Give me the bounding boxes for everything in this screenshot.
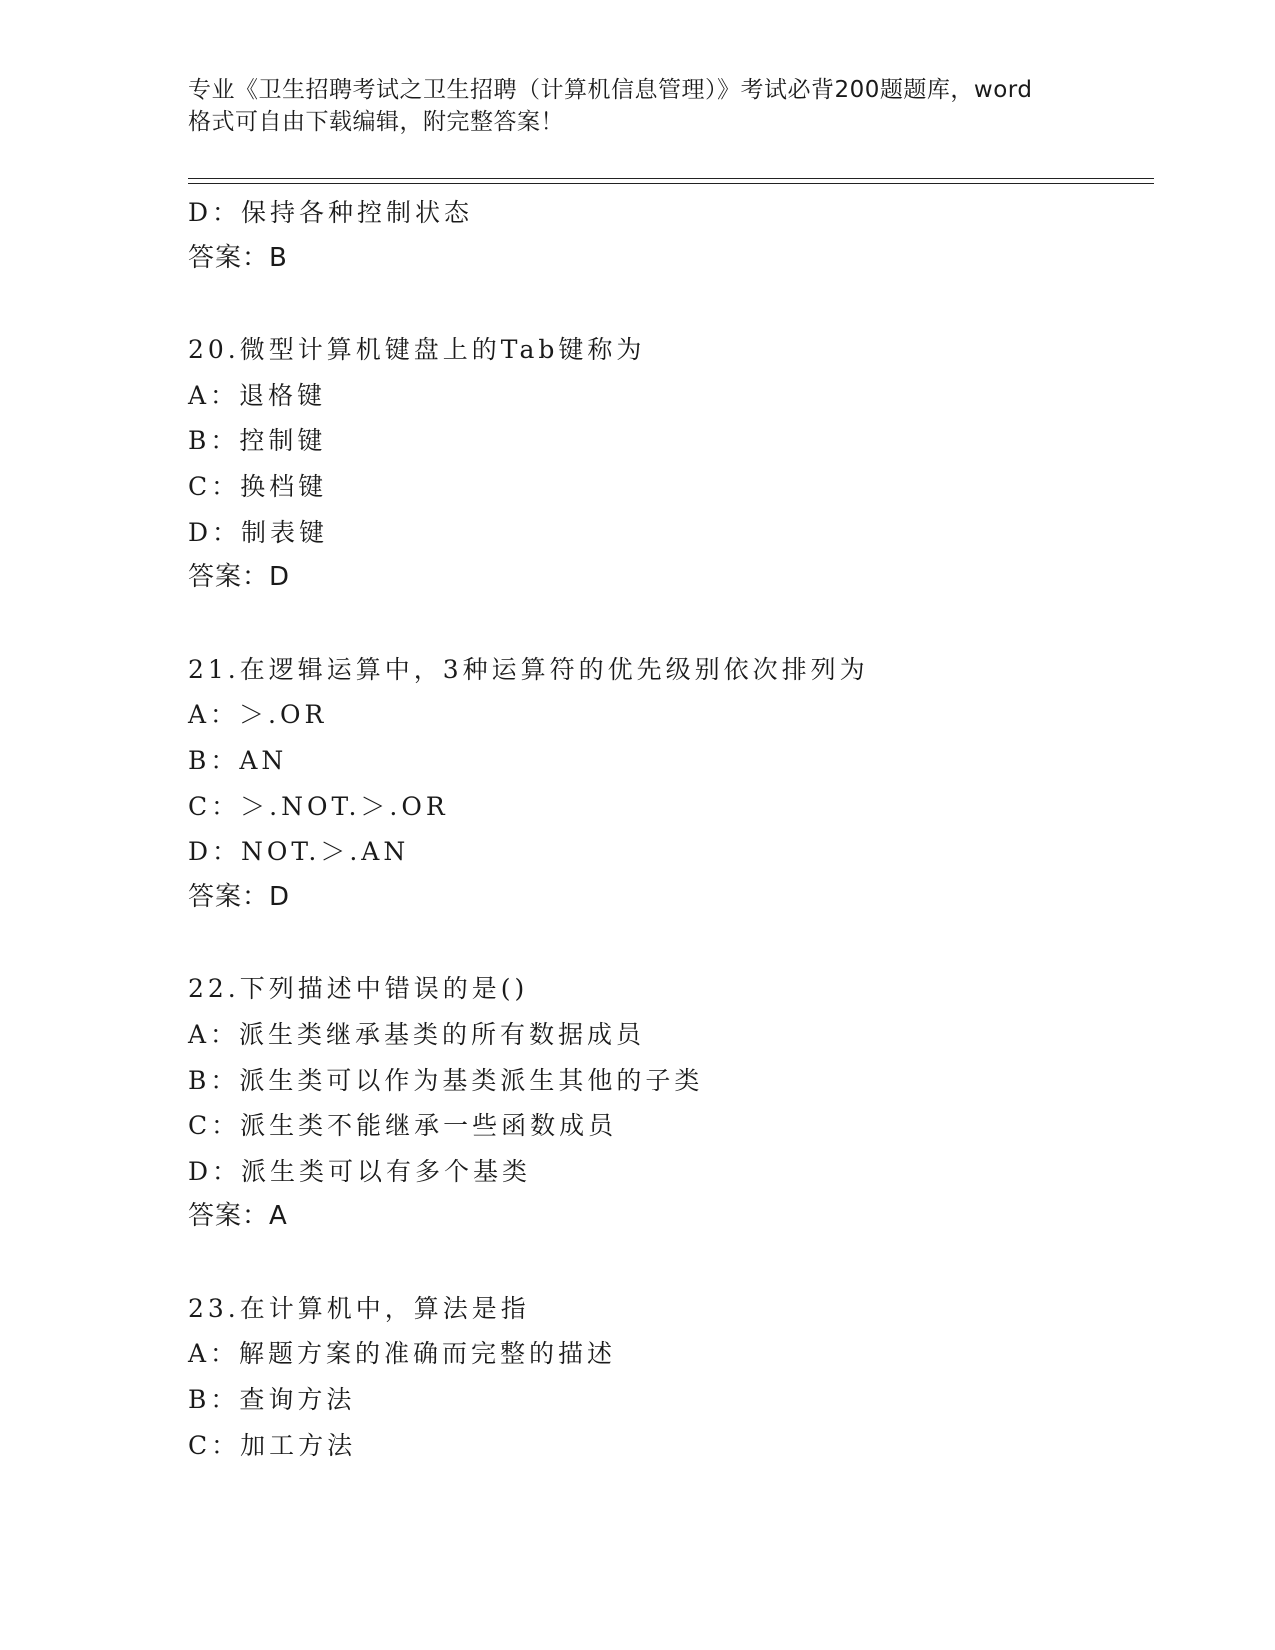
header-line-2: 格式可自由下载编辑，附完整答案！: [188, 109, 564, 135]
option-d: D：NOT.＞.AN: [188, 837, 410, 867]
question-stem: 23.在计算机中，算法是指: [188, 1293, 530, 1323]
option-c: C：换档键: [188, 471, 328, 501]
question-stem: 20.微型计算机键盘上的Tab键称为: [188, 335, 646, 365]
option-a: A：派生类继承基类的所有数据成员: [188, 1019, 646, 1049]
document-header: [188, 74, 1088, 138]
option-b: B：AN: [188, 745, 288, 775]
answer-line: 答案：A: [188, 1201, 288, 1232]
spacer: [188, 281, 1148, 327]
option-c: C：加工方法: [188, 1430, 357, 1460]
question-stem: 21.在逻辑运算中，3种运算符的优先级别依次排列为: [188, 654, 869, 684]
option-d: D：保持各种控制状态: [188, 198, 474, 227]
option-b: B：控制键: [188, 426, 327, 456]
option-c: C：＞.NOT.＞.OR: [188, 791, 449, 821]
option-c: C：派生类不能继承一些函数成员: [188, 1111, 618, 1141]
question-stem: 22.下列描述中错误的是(): [188, 974, 529, 1004]
spacer: [188, 601, 1148, 647]
option-d: D：制表键: [188, 517, 329, 547]
answer-line: 答案：B: [188, 242, 288, 273]
option-a: A：解题方案的准确而完整的描述: [188, 1339, 617, 1369]
option-b: B：派生类可以作为基类派生其他的子类: [188, 1065, 704, 1095]
answer-line: 答案：D: [188, 562, 291, 593]
spacer: [188, 920, 1148, 966]
option-b: B：查询方法: [188, 1385, 356, 1415]
option-a: A：＞.OR: [188, 700, 328, 730]
answer-line: 答案：D: [188, 881, 291, 912]
header-divider-bottom: [188, 183, 1154, 184]
header-line-1: 专业《卫生招聘考试之卫生招聘（计算机信息管理）》考试必背200题题库，word: [188, 77, 1033, 103]
option-a: A：退格键: [188, 380, 327, 410]
spacer: [188, 1240, 1148, 1286]
question-list: [188, 190, 1148, 1468]
header-divider-top: [188, 178, 1154, 179]
option-d: D：派生类可以有多个基类: [188, 1156, 532, 1186]
